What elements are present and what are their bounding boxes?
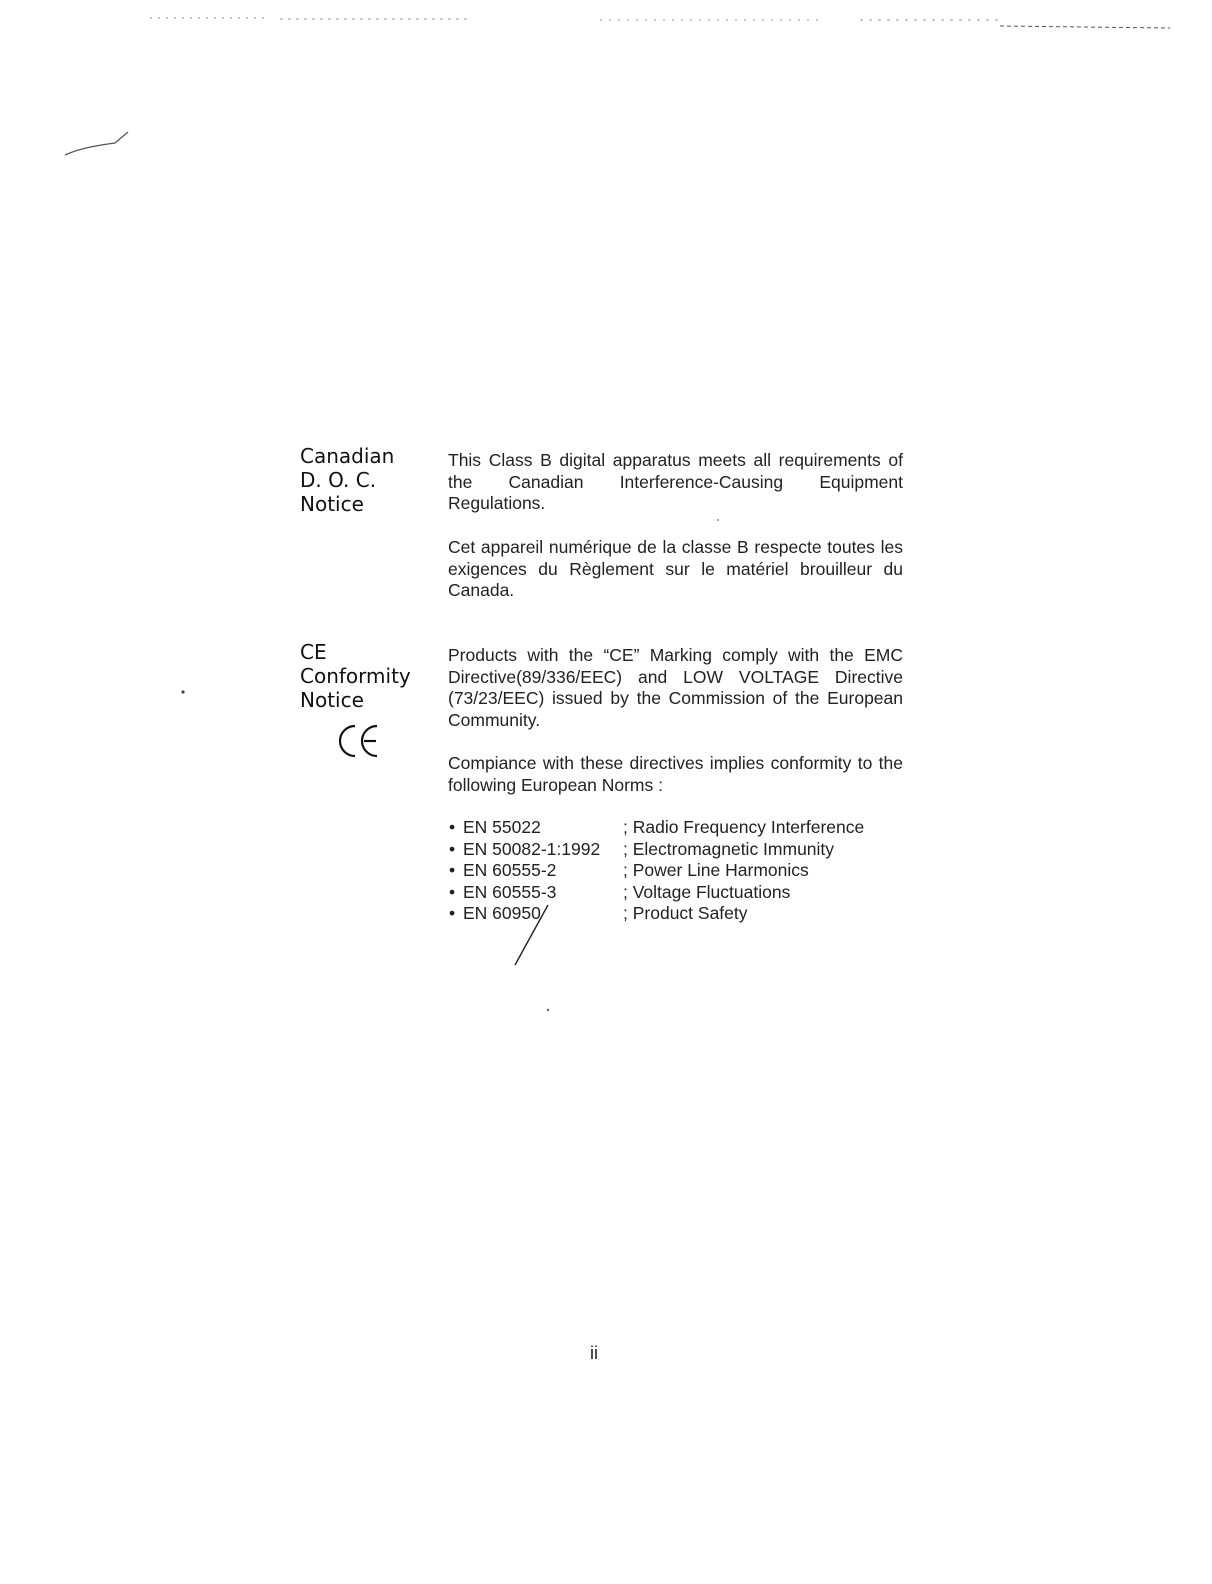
list-item: [449, 903, 909, 925]
norm-code: EN 60555-2: [463, 860, 557, 880]
norm-description: ; Product Safety: [623, 903, 748, 923]
norm-code: EN 60950: [463, 903, 541, 923]
heading-line: Notice: [300, 688, 364, 712]
bullet: •: [449, 903, 456, 923]
bullet: •: [449, 860, 456, 880]
heading-line: Notice: [300, 492, 364, 516]
ce-notice-heading: [300, 640, 411, 712]
list-item: [449, 882, 909, 904]
european-norms-list: [449, 817, 909, 925]
ce-notice-body: Products with the “CE” Marking comply with the EMC Directive(89/336/EEC) and LOW VOLTAGE Directive (73/23/EEC) issued by the Commission of the European Community.: [448, 645, 903, 730]
list-item: [449, 817, 909, 839]
bullet: •: [449, 817, 456, 837]
norm-code: EN 60555-3: [463, 881, 557, 902]
norm-description: ; Electromagnetic Immunity: [623, 838, 835, 859]
heading-line: Conformity: [300, 664, 411, 688]
heading-line: CE: [300, 640, 327, 664]
ce-mark-icon: [335, 720, 383, 762]
heading-line: D. O. C.: [300, 468, 377, 492]
doc-notice-heading: [300, 444, 394, 516]
page-number: ii: [590, 1343, 598, 1363]
norm-description: ; Power Line Harmonics: [623, 860, 809, 880]
ce-compliance-text: Compiance with these directives implies conformity to the following European Norms :: [448, 753, 903, 795]
norm-description: ; Voltage Fluctuations: [623, 881, 791, 902]
doc-notice-english: This Class B digital apparatus meets all requirements of the Canadian Interference-Causing Equipment Regulations.: [448, 450, 903, 513]
norm-code: EN 55022: [463, 817, 541, 837]
list-item: [449, 860, 909, 882]
list-item: [449, 839, 909, 861]
doc-notice-french: Cet appareil numérique de la classe B respecte toutes les exigences du Règlement sur le matériel brouilleur du Canada.: [448, 537, 903, 600]
scan-noise: [0, 0, 1212, 40]
bullet: •: [449, 881, 456, 902]
heading-line: Canadian: [300, 444, 395, 468]
norm-description: ; Radio Frequency Interference: [623, 817, 865, 837]
bullet: •: [449, 838, 456, 859]
norm-code: EN 50082-1:1992: [463, 838, 601, 859]
